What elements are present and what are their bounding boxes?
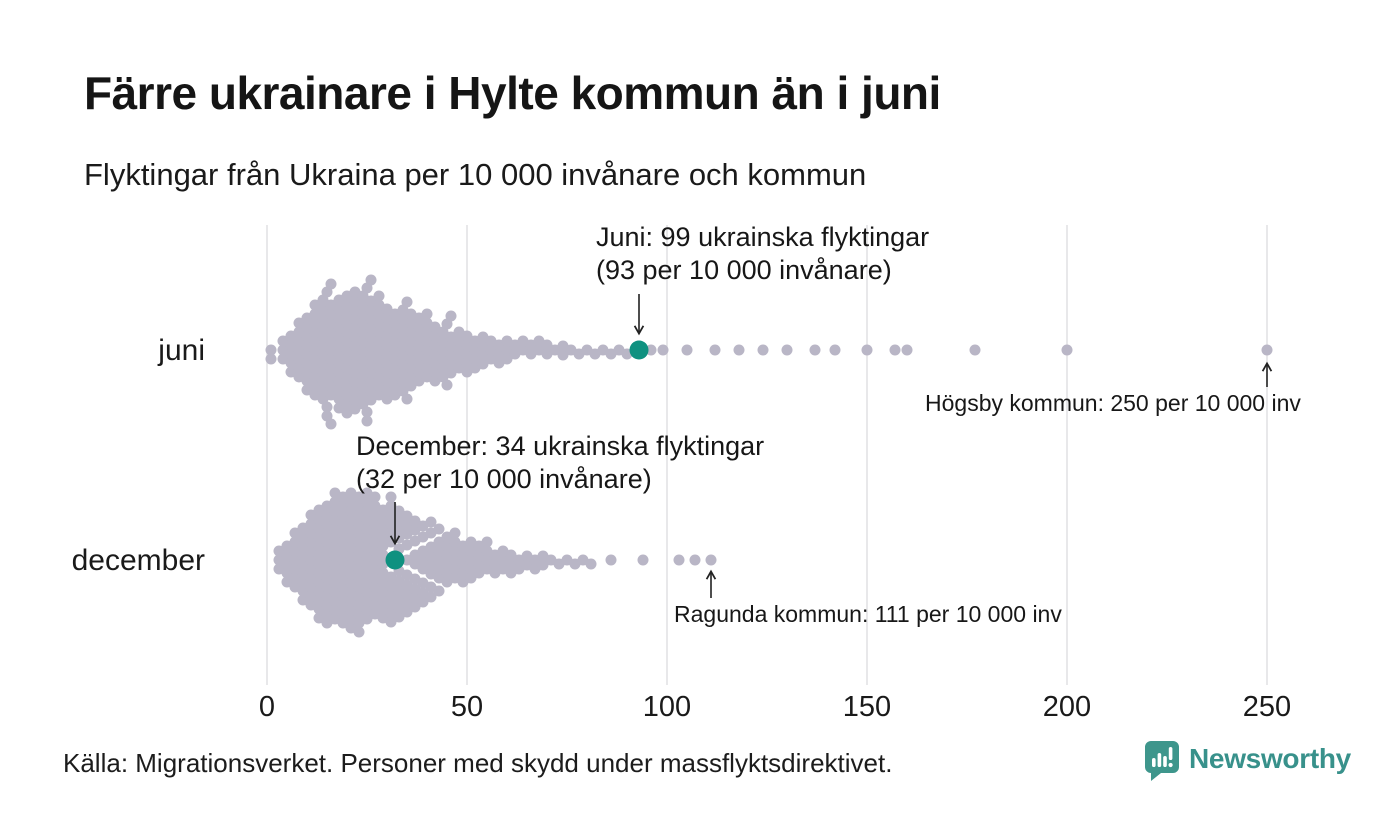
chart-title: Färre ukrainare i Hylte kommun än i juni [84,67,941,119]
annotation-juni-line2: (93 per 10 000 invånare) [596,255,892,285]
highlight-dot-juni [630,341,649,360]
x-tick-label: 200 [1042,691,1092,723]
x-tick-label: 100 [642,691,692,723]
annotation-december-highlight [356,430,764,496]
newsworthy-logo-text: Newsworthy [1189,743,1351,774]
row-label-december: december [71,544,205,577]
newsworthy-logo [1144,740,1351,782]
chart-subtitle: Flyktingar från Ukraina per 10 000 invånare och kommun [84,157,867,192]
x-tick-label: 250 [1242,691,1292,723]
row-label-juni: juni [158,334,205,367]
annotation-hogsby-max: Högsby kommun: 250 per 10 000 inv [925,390,1301,416]
annotation-december-line2: (32 per 10 000 invånare) [356,464,652,494]
annotation-ragunda-max: Ragunda kommun: 111 per 10 000 inv [674,601,1062,627]
x-tick-label: 150 [842,691,892,723]
x-tick-label: 0 [258,691,276,723]
x-tick-label: 50 [450,691,484,723]
dot-group-december [274,488,717,638]
newsworthy-logo-icon [1144,740,1180,782]
highlight-dot-december [386,551,405,570]
source-note: Källa: Migrationsverket. Personer med skydd under massflyktsdirektivet. [63,748,893,778]
annotation-december-line1: December: 34 ukrainska flyktingar [356,431,765,461]
annotation-juni-line1: Juni: 99 ukrainska flyktingar [596,222,930,252]
annotation-juni-highlight [596,221,929,287]
